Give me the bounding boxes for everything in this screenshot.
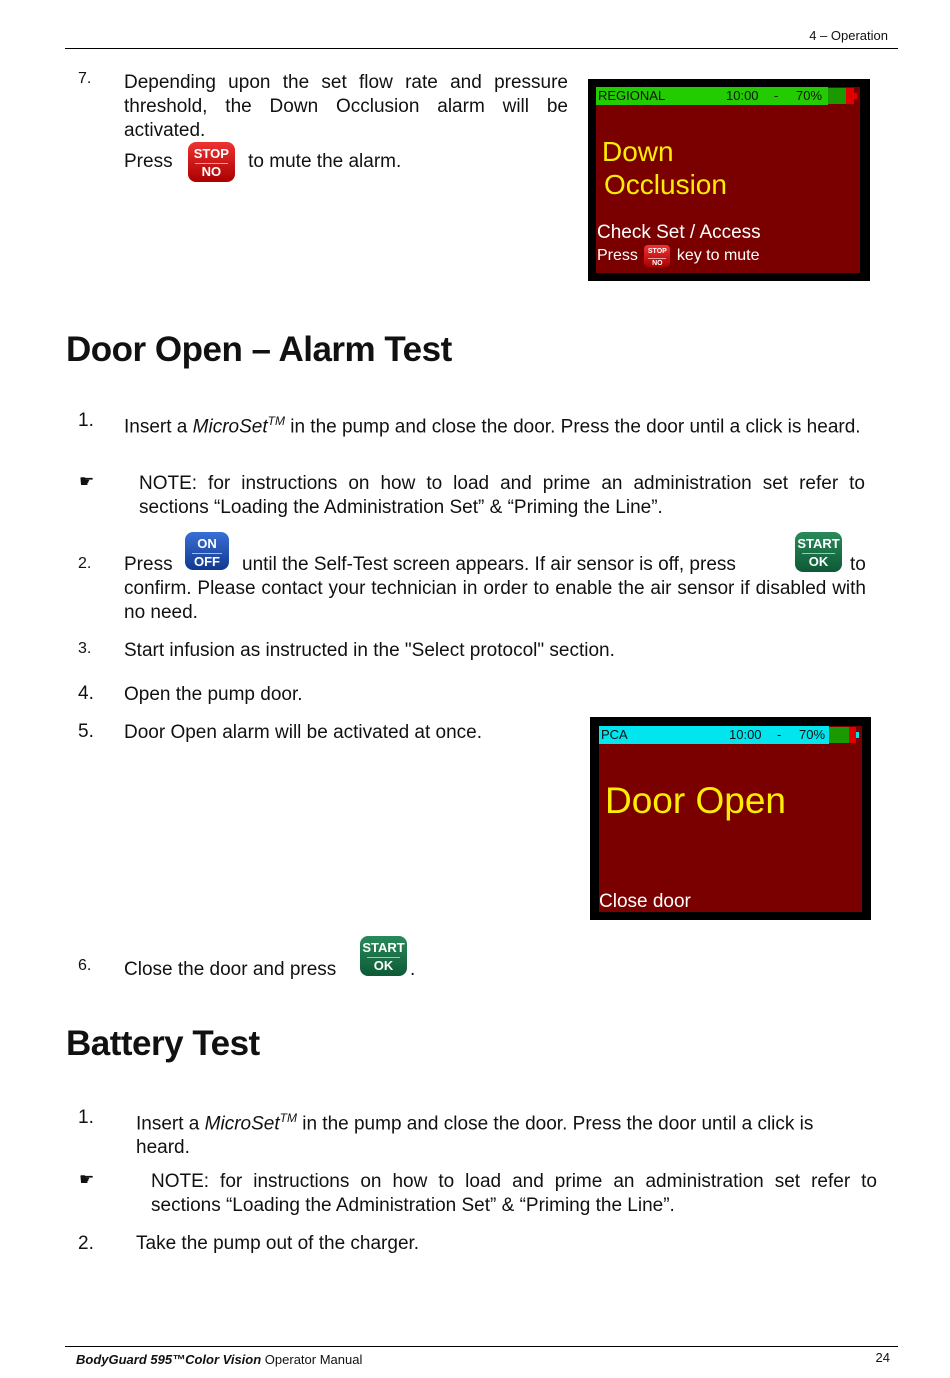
- mode-label: REGIONAL: [598, 88, 666, 103]
- note-hand-icon-2: ☛: [79, 1170, 95, 1189]
- dash-label: -: [774, 88, 779, 103]
- page-number: 24: [875, 1350, 890, 1365]
- tm-mark: TM: [267, 414, 285, 428]
- step-7-text: Depending upon the set flow rate and pressure threshold, the Down Occlusion alarm will be activated.: [124, 72, 568, 141]
- door-step-1-b: in the pump and close the door. Press the door until a click is heard.: [290, 416, 861, 438]
- start-label-2: START: [362, 940, 405, 955]
- footer-rule: [65, 1346, 898, 1347]
- step-7-after: to mute the alarm.: [248, 151, 402, 173]
- mini-no-label: NO: [648, 258, 666, 268]
- battery-step-1-b: in the pump and close the door. Press the door until a click is heard.: [136, 1113, 814, 1159]
- start-ok-button-icon-2: [360, 936, 407, 976]
- mute-press: Press: [597, 247, 638, 265]
- start-label: START: [797, 536, 840, 551]
- battery-percent: 70%: [796, 88, 823, 103]
- door-step-4-text: Open the pump door.: [124, 684, 303, 705]
- pump-screen-down-occlusion: [588, 79, 870, 281]
- alarm-message: Check Set / Access: [597, 222, 761, 243]
- battery-test-heading: Battery Test: [66, 1024, 260, 1063]
- pump-screen-door-open: [590, 717, 871, 920]
- microset-brand: MicroSet: [192, 416, 268, 438]
- door-step-2-number: 2.: [78, 555, 92, 572]
- footer-product: BodyGuard 595™Color Vision: [76, 1352, 262, 1367]
- door-open-heading: Door Open – Alarm Test: [66, 330, 452, 369]
- door-step-6-text: [124, 936, 524, 982]
- door-step-3-text: Start infusion as instructed in the "Select protocol" section.: [124, 640, 615, 661]
- step-7-press: Press: [124, 151, 173, 173]
- off-label: OFF: [192, 553, 223, 569]
- battery-percent-2: 70%: [799, 727, 826, 742]
- battery-step-1-number: 1.: [78, 1107, 94, 1128]
- door-open-alarm-title: Door Open: [605, 780, 786, 821]
- door-step-2-line1: [124, 532, 869, 576]
- status-bar-2: [599, 726, 829, 744]
- battery-step-2-number: 2.: [78, 1233, 94, 1254]
- door-step-2-a: until the Self-Test screen appears. If air sensor is off, press: [242, 554, 736, 575]
- alarm-title-line1: Down: [602, 136, 674, 167]
- tm-mark-2: TM: [279, 1111, 297, 1125]
- stop-label: STOP: [193, 146, 229, 161]
- step-7-number: 7.: [78, 70, 92, 87]
- on-off-button-icon: [185, 532, 229, 570]
- note-hand-icon: ☛: [79, 472, 95, 491]
- door-step-1-a: Insert a: [124, 416, 188, 438]
- door-step-1-number: 1.: [78, 410, 94, 431]
- battery-icon: [828, 88, 856, 104]
- battery-step-2-text: Take the pump out of the charger.: [136, 1233, 420, 1254]
- door-step-4-number: 4.: [78, 683, 94, 704]
- battery-step-1-a: Insert a: [136, 1113, 200, 1135]
- close-door-message: Close door: [599, 891, 691, 912]
- battery-step-1-text: [136, 1106, 866, 1160]
- no-label: NO: [195, 163, 228, 179]
- door-step-2-to: to: [850, 554, 866, 575]
- time-label-2: 10:00: [729, 727, 762, 742]
- door-note: NOTE: for instructions on how to load and prime an administration set refer to sections “Loading the Administration Set” & “Priming the Line”.: [139, 473, 865, 518]
- on-label: ON: [197, 536, 217, 551]
- ok-label-2: OK: [367, 957, 400, 973]
- door-step-2-line2: confirm. Please contact your technician in order to enable the air sensor if disabled with no need.: [124, 578, 866, 623]
- battery-icon-2: [829, 727, 859, 743]
- ok-label: OK: [802, 553, 835, 569]
- door-step-5-text: Door Open alarm will be activated at once.: [124, 722, 483, 743]
- battery-note: NOTE: for instructions on how to load and prime an administration set refer to sections “Loading the Administration Set” & “Priming the Line”.: [151, 1171, 877, 1216]
- door-step-5-number: 5.: [78, 721, 94, 742]
- screen-body-2: [599, 726, 862, 912]
- door-step-3-number: 3.: [78, 640, 92, 657]
- time-label: 10:00: [726, 88, 759, 103]
- door-step-2-press: Press: [124, 554, 173, 575]
- microset-brand-2: MicroSet: [204, 1113, 280, 1135]
- header-rule: [65, 48, 898, 49]
- door-step-6-end: .: [410, 959, 416, 980]
- footer-title: [76, 1352, 362, 1367]
- dash-label-2: -: [777, 727, 782, 742]
- door-step-6-number: 6.: [78, 957, 92, 974]
- status-bar: [596, 87, 828, 105]
- stop-no-mini-icon: [644, 245, 670, 267]
- start-ok-button-icon: [795, 532, 842, 572]
- door-step-6-a: Close the door and press: [124, 959, 337, 980]
- mode-label-2: PCA: [601, 727, 628, 742]
- step-7-press-line: [124, 142, 574, 182]
- page-header: 4 – Operation: [809, 28, 888, 43]
- mute-instruction: [597, 245, 760, 267]
- door-step-1-text: [124, 409, 869, 439]
- stop-no-button-icon: [188, 142, 235, 182]
- screen-body: [596, 87, 860, 273]
- alarm-title-line2: Occlusion: [604, 169, 727, 200]
- mute-text: key to mute: [676, 247, 760, 265]
- mini-stop-label: STOP: [647, 248, 667, 255]
- footer-manual: Operator Manual: [264, 1352, 363, 1367]
